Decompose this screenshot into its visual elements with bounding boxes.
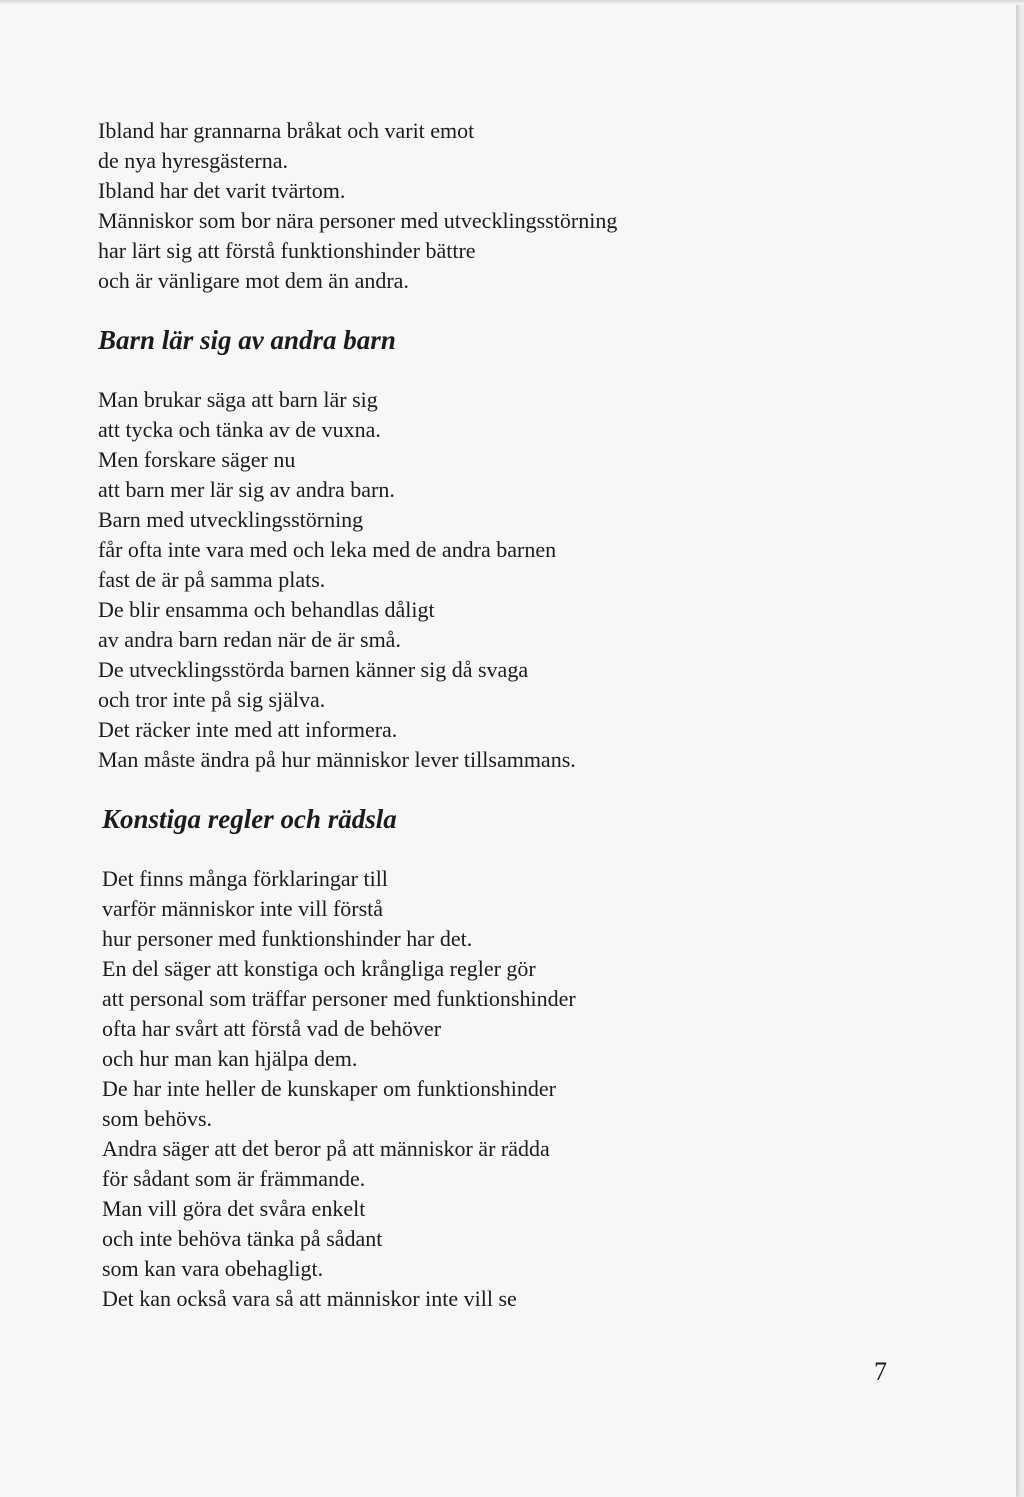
text-line: Det finns många förklaringar till bbox=[102, 866, 388, 891]
text-line: De utvecklingsstörda barnen känner sig då svaga bbox=[98, 657, 529, 682]
page-top-edge bbox=[0, 0, 1024, 5]
text-line: får ofta inte vara med och leka med de andra barnen bbox=[98, 537, 557, 562]
section-heading-barn: Barn lär sig av andra barn bbox=[98, 325, 396, 355]
text-line: Andra säger att det beror på att människor är rädda bbox=[102, 1136, 550, 1161]
text-line: De har inte heller de kunskaper om funktionshinder bbox=[102, 1076, 556, 1101]
text-line: De blir ensamma och behandlas dåligt bbox=[98, 597, 435, 622]
text-line: som kan vara obehagligt. bbox=[102, 1256, 324, 1281]
page-number: 7 bbox=[874, 1357, 887, 1386]
text-line: Det räcker inte med att informera. bbox=[98, 717, 398, 742]
text-line: Ibland har grannarna bråkat och varit emot bbox=[98, 118, 475, 143]
text-line: Det kan också vara så att människor inte vill se bbox=[102, 1286, 517, 1311]
text-line: ofta har svårt att förstå vad de behöver bbox=[102, 1016, 442, 1041]
text-line: Barn med utvecklingsstörning bbox=[98, 507, 364, 532]
text-line: för sådant som är främmande. bbox=[102, 1166, 366, 1191]
text-line: och inte behöva tänka på sådant bbox=[102, 1226, 383, 1251]
text-line: de nya hyresgästerna. bbox=[98, 148, 288, 173]
section-heading-konstiga: Konstiga regler och rädsla bbox=[102, 804, 397, 834]
text-line: att barn mer lär sig av andra barn. bbox=[98, 477, 395, 502]
text-line: som behövs. bbox=[102, 1106, 212, 1131]
paragraph-3 bbox=[98, 864, 718, 1314]
text-line: En del säger att konstiga och krångliga regler gör bbox=[102, 956, 536, 981]
paragraph-1 bbox=[98, 116, 718, 296]
text-line: Ibland har det varit tvärtom. bbox=[98, 178, 346, 203]
text-line: att tycka och tänka av de vuxna. bbox=[98, 417, 381, 442]
text-line: och tror inte på sig själva. bbox=[98, 687, 326, 712]
text-line: har lärt sig att förstå funktionshinder bättre bbox=[98, 238, 476, 263]
text-line: Man måste ändra på hur människor lever tillsammans. bbox=[98, 747, 576, 772]
text-line: Man brukar säga att barn lär sig bbox=[98, 387, 378, 412]
text-line: och är vänligare mot dem än andra. bbox=[98, 268, 409, 293]
text-line: Människor som bor nära personer med utvecklingsstörning bbox=[98, 208, 618, 233]
text-line: att personal som träffar personer med funktionshinder bbox=[102, 986, 576, 1011]
paragraph-2 bbox=[98, 385, 718, 775]
page-content bbox=[98, 116, 718, 1314]
text-line: och hur man kan hjälpa dem. bbox=[102, 1046, 358, 1071]
text-line: Men forskare säger nu bbox=[98, 447, 296, 472]
text-line: av andra barn redan när de är små. bbox=[98, 627, 401, 652]
text-line: fast de är på samma plats. bbox=[98, 567, 326, 592]
text-line: Man vill göra det svåra enkelt bbox=[102, 1196, 366, 1221]
text-line: hur personer med funktionshinder har det. bbox=[102, 926, 473, 951]
text-line: varför människor inte vill förstå bbox=[102, 896, 384, 921]
